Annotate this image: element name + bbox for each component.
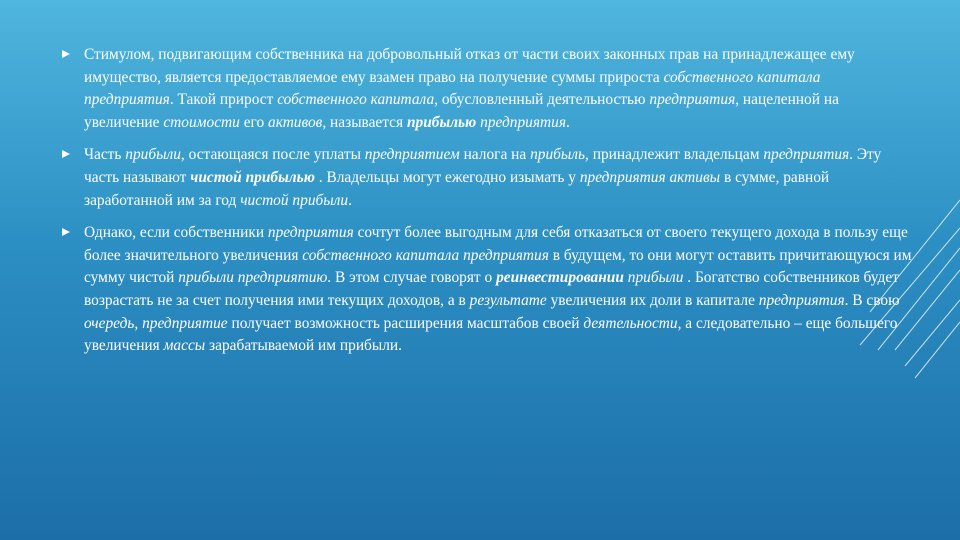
emphasis-text: прибыль: [530, 146, 586, 164]
emphasis-text: предприятием: [364, 146, 460, 164]
plain-text: получает возможность расширения масштабов своей: [227, 314, 584, 332]
emphasis-text: предприятия: [267, 224, 354, 242]
emphasis-text: собственного капитала: [277, 91, 435, 109]
plain-text: . В свою: [844, 291, 900, 309]
plain-text: . Богатство собственников будет возрастать не за счет получения ими текущих доходов, а в: [84, 269, 899, 309]
emphasis-text: деятельности: [583, 314, 678, 332]
plain-text: Часть: [84, 146, 126, 164]
paragraph-text: [84, 224, 912, 354]
plain-text: налога на: [459, 146, 531, 164]
plain-text: увеличения их доли в капитале: [546, 291, 759, 309]
emphasis-text: прибыли: [627, 269, 684, 287]
arrow-bullet-icon: [62, 50, 70, 58]
paragraph-text: [84, 46, 855, 131]
plain-text: , остающаяся после уплаты: [180, 146, 365, 164]
emphasis-text: предприятия: [758, 291, 845, 309]
bold-emphasis-text: реинвестировании: [496, 269, 624, 287]
emphasis-text: предприятия: [763, 146, 850, 164]
plain-text: сочтут более выгодным для себя отказаться от своего текущего дохода в пользу еще более значительного увеличения: [84, 224, 908, 264]
bold-emphasis-text: прибылью: [406, 113, 477, 131]
plain-text: .: [565, 113, 570, 131]
plain-text: , обусловленный деятельностью: [434, 91, 650, 109]
emphasis-text: массы: [163, 337, 206, 355]
emphasis-text: прибыли: [125, 146, 181, 164]
emphasis-text: результате: [469, 291, 547, 309]
bold-emphasis-text: чистой прибылью: [190, 168, 315, 186]
paragraph-2: [62, 144, 912, 212]
plain-text: . В этом случае говорят о: [327, 269, 497, 287]
emphasis-text: очередь, предприятие: [84, 314, 228, 332]
emphasis-text: предприятия: [649, 91, 736, 109]
emphasis-text: предприятия активы: [579, 168, 721, 186]
arrow-bullet-icon: [62, 150, 70, 158]
plain-text: зарабатываемой им прибыли.: [205, 337, 402, 355]
paragraph-text: [84, 146, 881, 208]
emphasis-text: предприятия: [480, 113, 566, 131]
emphasis-text: активов: [268, 113, 323, 131]
plain-text: его: [239, 113, 268, 131]
plain-text: , принадлежит владельцам: [585, 146, 764, 164]
emphasis-text: стоимости: [163, 113, 240, 131]
plain-text: . Такой прирост: [169, 91, 278, 109]
arrow-bullet-icon: [62, 228, 70, 236]
plain-text: .: [348, 191, 352, 209]
plain-text: в будущем, то они могут оставить причитающуюся им сумму чистой: [84, 246, 912, 287]
emphasis-text: собственного капитала предприятия: [302, 246, 549, 264]
emphasis-text: чистой прибыли: [240, 191, 349, 209]
plain-text: , нацеленной на увеличение: [84, 91, 839, 131]
text-content: [62, 44, 912, 368]
emphasis-text: собственного капитала предприятия: [84, 68, 821, 109]
emphasis-text: прибыли предприятию: [178, 269, 328, 287]
plain-text: , называется: [322, 113, 407, 131]
plain-text: в сумме, равной заработанной им за год: [84, 168, 830, 209]
plain-text: Однако, если собственники: [84, 224, 268, 242]
plain-text: , а следовательно – еще большего увеличения: [84, 314, 898, 355]
plain-text: . Владельцы могут ежегодно изымать у: [314, 168, 580, 186]
paragraph-1: [62, 44, 912, 134]
paragraph-3: [62, 222, 912, 358]
plain-text: . Эту часть называют: [84, 146, 882, 186]
plain-text: Стимулом, подвигающим собственника на добровольный отказ от части своих законных прав на принадлежащее ему имущество, является предоставляемое ему взамен право на получение суммы прироста: [84, 46, 855, 86]
